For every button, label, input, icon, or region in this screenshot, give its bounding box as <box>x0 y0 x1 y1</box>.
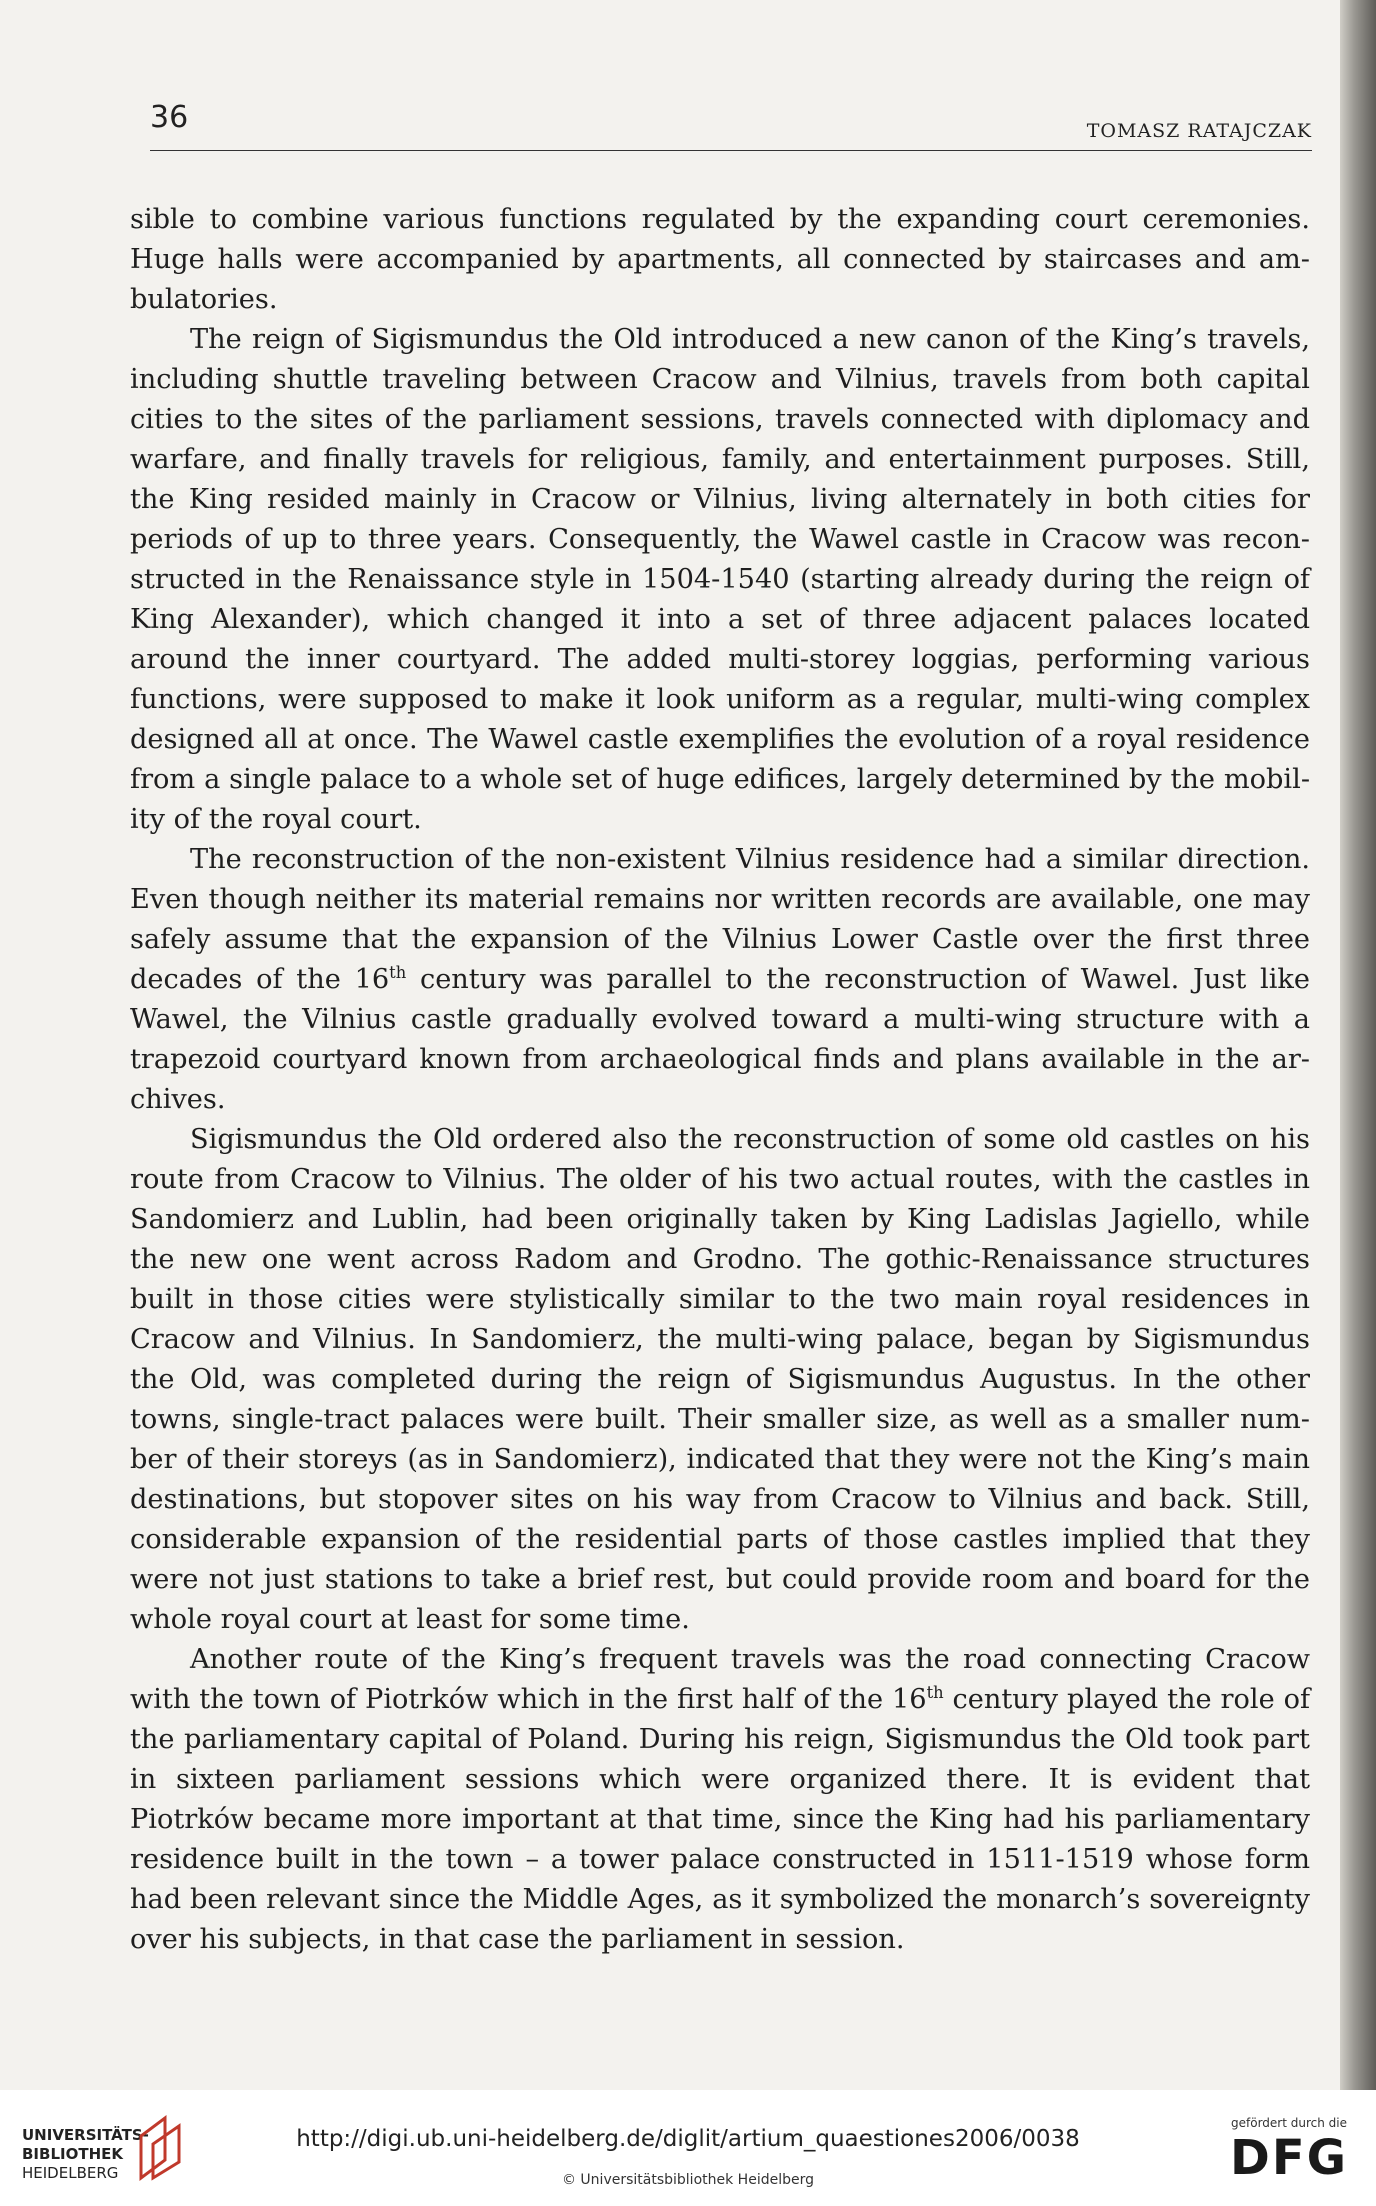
dfg-logo: DFG <box>1229 2130 1349 2186</box>
body-text <box>130 200 1310 1960</box>
paragraph-1: sible to combine various functions regulated by the expanding court ceremonies. Huge halls were accompanied by apartments, all connected by staircases and am- bulatories. <box>130 204 1310 315</box>
library-logo: UNIVERSITÄTS- BIBLIOTHEK HEIDELBERG <box>22 2126 149 2182</box>
page-number: 36 <box>150 100 189 135</box>
paragraph-4: Sigismundus the Old ordered also the reconstruction of some old castles on his route from Cracow to Vilnius. The older of his two actual routes, with the castles in Sandomierz and Lublin, had been originally taken by King Ladislas Jagiello, while the new one went across Radom and Grodno. The gothic-Renaissance structures built in those cities were stylistically similar to the two main royal residences in Cracow and Vilnius. In Sandomierz, the multi-wing palace, began by Sigismundus the Old, was completed during the reign of Sigismundus Augustus. In the other towns, single-tract palaces were built. Their smaller size, as well as a smaller num- ber of their storeys (as in Sandomierz), indicated that they were not the King’s main destinations, but stopover sites on his way from Cracow to Vilnius and back. Still, considerable expansion of the residential parts of those castles implied that they were not just stations to take a brief rest, but could provide room and board for the whole royal court at least for some time. <box>130 1124 1310 1635</box>
paragraph-3: The reconstruction of the non-existent Vilnius residence had a similar direction. Even though neither its material remains nor written records are available, one may safely assume that the expansion of the Vilnius Lower Castle over the first three decades of the 16th century was parallel to the reconstruction of Wawel. Just like Wawel, the Vilnius castle gradually evolved toward a multi-wing structure with a trapezoid courtyard known from archaeological finds and plans available in the ar- chives. <box>130 844 1310 1115</box>
paragraph-5: Another route of the King’s frequent travels was the road connecting Cracow with the town of Piotrków which in the first half of the 16th century played the role of the parliamentary capital of Poland. During his reign, Sigismundus the Old took part in sixteen parliament sessions which were organized there. It is evident that Piotrków became more important at that time, since the King had his parliamentary residence built in the town – a tower palace constructed in 1511-1519 whose form had been relevant since the Middle Ages, as it symbolized the monarch’s sovereignty over his subjects, in that case the parliament in session. <box>130 1644 1311 1955</box>
copyright-notice: © Universitätsbibliothek Heidelberg <box>561 2172 814 2188</box>
permalink-url[interactable]: http://digi.ub.uni-heidelberg.de/diglit/artium_quaestiones2006/0038 <box>296 2126 1080 2152</box>
superscript-th: th <box>926 1682 944 1702</box>
paragraph-2: The reign of Sigismundus the Old introduced a new canon of the King’s travels, including shuttle traveling between Cracow and Vilnius, travels from both capital cities to the sites of the parliament sessions, travels connected with diplomacy and warfare, and finally travels for religious, family, and entertainment purposes. Still, the King resided mainly in Cracow or Vilnius, living alternately in both cities for periods of up to three years. Consequently, the Wawel castle in Cracow was recon- structed in the Renaissance style in 1504-1540 (starting already during the reign of King Alexander), which changed it into a set of three adjacent palaces located around the inner courtyard. The added multi-storey loggias, performing various functions, were supposed to make it look uniform as a regular, multi-wing complex designed all at once. The Wawel castle exemplifies the evolution of a royal residence from a single palace to a whole set of huge edifices, largely determined by the mobil- ity of the royal court. <box>130 324 1310 835</box>
superscript-th: th <box>389 962 407 982</box>
running-head-author: TOMASZ RATAJCZAK <box>1086 120 1312 142</box>
sponsor-caption: gefördert durch die <box>1231 2116 1347 2130</box>
digitization-footer <box>0 2090 1376 2206</box>
running-head <box>150 100 1312 151</box>
book-spine-shadow <box>1340 0 1376 2090</box>
